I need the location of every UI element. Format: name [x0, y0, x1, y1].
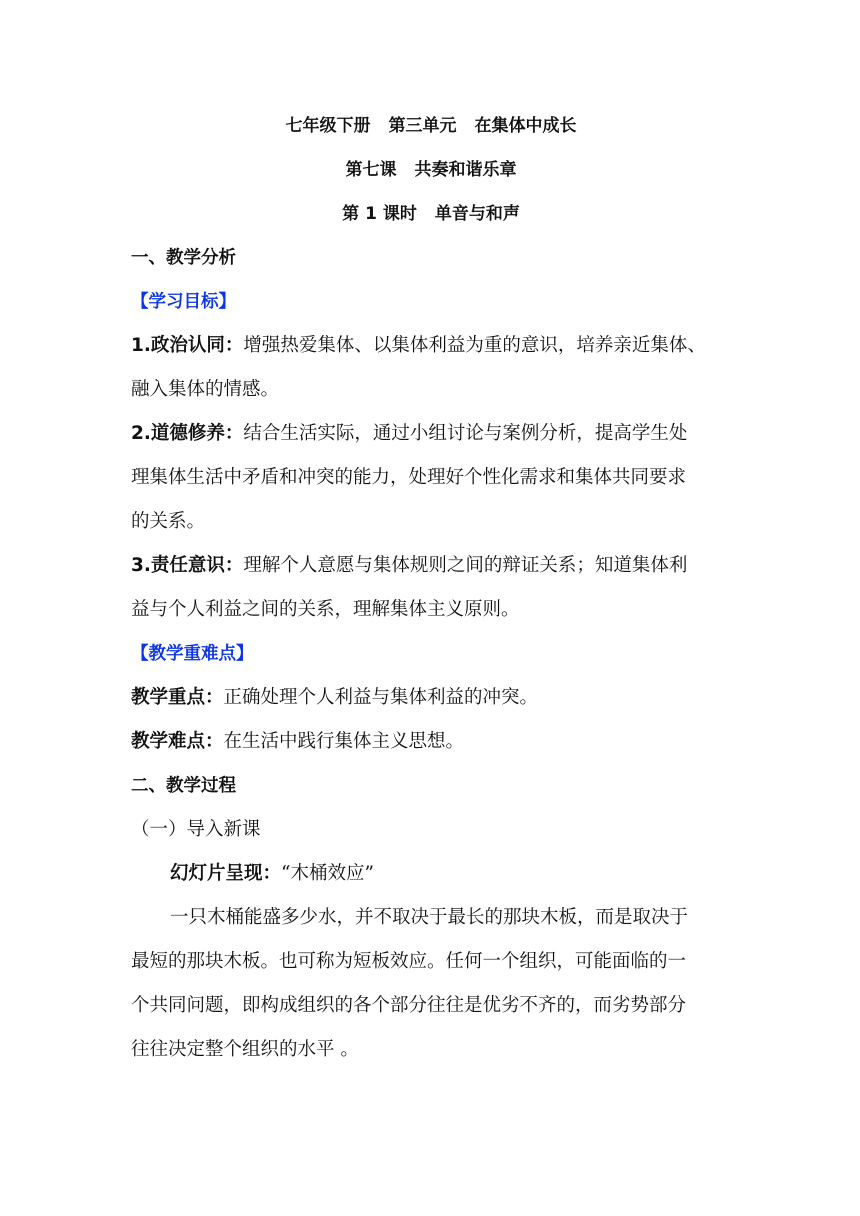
keypoints-label: 【教学重难点】	[131, 644, 254, 664]
document-title-line-3	[131, 192, 731, 236]
lesson-title: 共奏和谐乐章	[414, 160, 517, 180]
slide-line	[131, 852, 731, 896]
objective-1-text-line-2: 融入集体的情感。	[131, 379, 280, 400]
difficult-point	[131, 720, 731, 764]
objective-2-text-line-2: 理集体生活中矛盾和冲突的能力，处理好个性化需求和集体共同要求	[131, 467, 687, 488]
difficult-point-label: 教学难点：	[131, 731, 224, 752]
objective-2-label: 2.道德修养：	[131, 423, 244, 444]
objective-3	[131, 544, 731, 632]
objective-2-text-line-3: 的关系。	[131, 511, 206, 532]
objective-2	[131, 412, 731, 544]
period-title: 单音与和声	[434, 204, 520, 224]
document-page	[131, 104, 731, 1072]
slide-title: “木桶效应”	[281, 863, 374, 884]
key-point-text: 正确处理个人利益与集体利益的冲突。	[223, 687, 539, 708]
objective-3-text-line-2: 益与个人利益之间的关系，理解集体主义原则。	[131, 599, 520, 620]
key-point	[131, 676, 731, 720]
document-title-line-1	[131, 104, 731, 148]
barrel-effect-paragraph	[131, 896, 731, 1072]
difficult-point-text: 在生活中践行集体主义思想。	[223, 731, 465, 752]
grade-label: 七年级下册	[285, 116, 371, 136]
subsection-intro: （一）导入新课	[131, 819, 261, 840]
objectives-label: 【学习目标】	[131, 292, 236, 312]
paragraph-line-1: 一只木桶能盛多少水，并不取决于最长的那块木板，而是取决于	[170, 907, 689, 928]
objective-1-text-line-1: 增强热爱集体、以集体利益为重的意识，培养亲近集体、	[243, 335, 706, 356]
document-title-line-2	[131, 148, 731, 192]
period-label: 第 1 课时	[342, 204, 417, 224]
slide-label: 幻灯片呈现：	[170, 863, 282, 884]
lesson-label: 第七课	[345, 160, 397, 180]
section-heading-process: 二、教学过程	[131, 776, 236, 796]
paragraph-line-3: 个共同问题，即构成组织的各个部分往往是优劣不齐的，而劣势部分	[131, 995, 687, 1016]
unit-label: 第三单元	[388, 116, 457, 136]
key-point-label: 教学重点：	[131, 687, 224, 708]
paragraph-line-4: 往往决定整个组织的水平 。	[131, 1039, 359, 1060]
objective-1	[131, 324, 731, 412]
objective-2-text-line-1: 结合生活实际，通过小组讨论与案例分析，提高学生处	[243, 423, 688, 444]
unit-title: 在集体中成长	[474, 116, 577, 136]
section-heading-analysis: 一、教学分析	[131, 248, 236, 268]
objective-1-label: 1.政治认同：	[131, 335, 244, 356]
objective-3-label: 3.责任意识：	[131, 555, 244, 576]
paragraph-line-2: 最短的那块木板。也可称为短板效应。任何一个组织，可能面临的一	[131, 951, 687, 972]
objective-3-text-line-1: 理解个人意愿与集体规则之间的辩证关系；知道集体利	[243, 555, 688, 576]
